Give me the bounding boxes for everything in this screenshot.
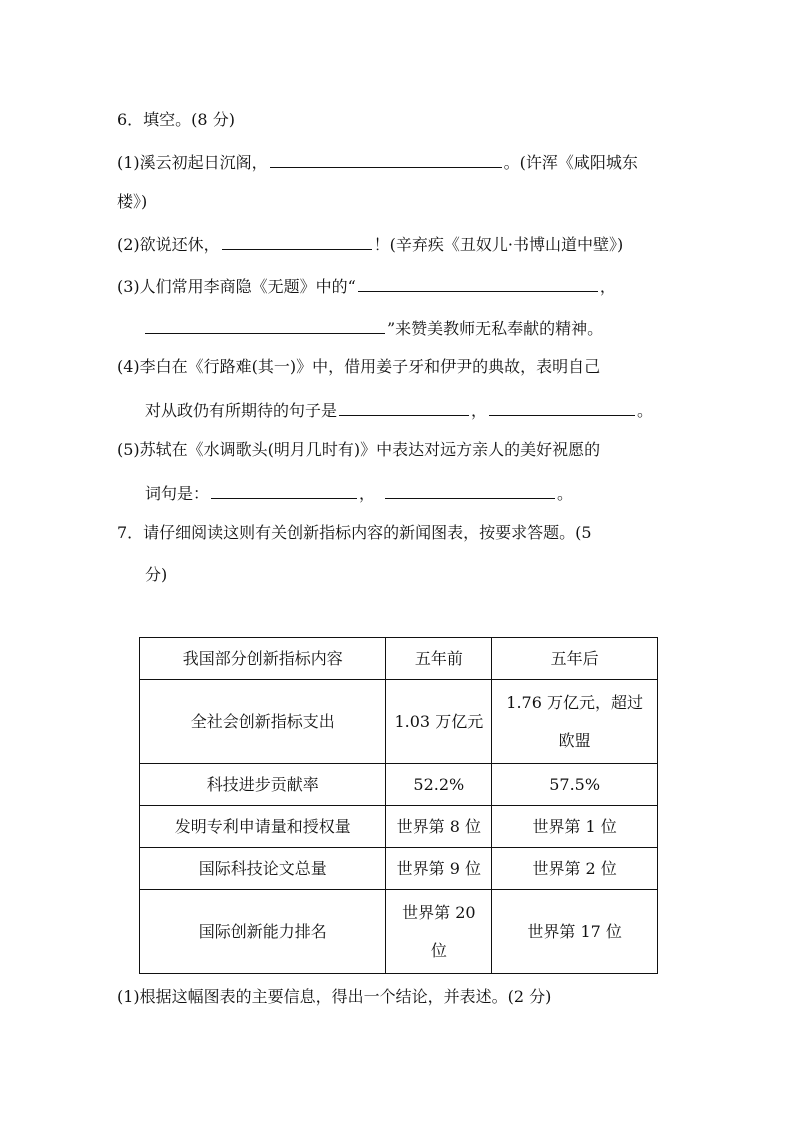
q7-sub1: [117, 985, 551, 1009]
q6-header: [117, 108, 235, 132]
q7-header-line1: 7．请仔细阅读这则有关创新指标内容的新闻图表，按要求答题。(5: [117, 523, 592, 542]
table-header-cell: 我国部分创新指标内容: [140, 638, 386, 680]
table-row: [140, 890, 658, 974]
q6-item4-end: 。: [637, 401, 654, 420]
table-row-label: 国际创新能力排名: [140, 890, 386, 974]
q6-item3-blank-1[interactable]: [358, 273, 598, 292]
table-header-row: [140, 638, 658, 680]
q6-item4-blank-1[interactable]: [339, 397, 469, 416]
q7-sub1-text: (1)根据这幅图表的主要信息，得出一个结论，并表述。(2 分): [117, 987, 552, 1006]
table-cell-after: 世界第 2 位: [492, 848, 658, 890]
q6-item2-blank[interactable]: [222, 231, 372, 250]
q6-item5-line1: (5)苏轼在《水调歌头(明月几时有)》中表达对远方亲人的美好祝愿的: [117, 440, 601, 459]
table-cell-before: 52.2%: [386, 764, 492, 806]
table-header-cell: 五年后: [492, 638, 658, 680]
q6-item3-blank-2[interactable]: [145, 315, 385, 334]
q6-header-text: 6．填空。(8 分): [117, 110, 235, 129]
table-cell-after-line1: 1.76 万亿元，超过: [506, 692, 643, 712]
q6-item5-blank-2[interactable]: [385, 480, 555, 499]
table-row: [140, 806, 658, 848]
table-cell-before: 1.03 万亿元: [386, 680, 492, 764]
table-row-label: 科技进步贡献率: [140, 764, 386, 806]
table-cell-before: 世界第 8 位: [386, 806, 492, 848]
q6-item3-prefix: (3)人们常用李商隐《无题》中的“: [117, 277, 356, 296]
q6-item4-line1: (4)李白在《行路难(其一)》中，借用姜子牙和伊尹的典故，表明自己: [117, 357, 601, 376]
q6-item5-blank-1[interactable]: [211, 480, 357, 499]
q6-item3-cont: [145, 315, 603, 341]
q6-item1-cont: [117, 190, 147, 214]
q6-item5: [117, 438, 600, 462]
table-cell-before: [386, 890, 492, 974]
q6-item4-mid: ，: [471, 401, 488, 420]
q6-item3: [117, 273, 616, 299]
q7-header-line2: 分): [145, 565, 168, 584]
table-row-label: 发明专利申请量和授权量: [140, 806, 386, 848]
q6-item3-suffix: ”来赞美教师无私奉献的精神。: [387, 319, 604, 338]
table-cell-before-line2: 位: [430, 940, 447, 960]
q6-item1-prefix: (1)溪云初起日沉阁，: [117, 153, 268, 172]
innovation-table: [139, 637, 658, 974]
table-row: [140, 848, 658, 890]
table-cell-after: 世界第 1 位: [492, 806, 658, 848]
q6-item4-cont: [145, 397, 653, 423]
q7-header-cont: [145, 563, 167, 587]
q6-item4-prefix: 对从政仍有所期待的句子是: [145, 401, 338, 420]
q6-item1-cont-text: 楼》): [117, 192, 148, 211]
q6-item2-suffix: ！(辛弃疾《丑奴儿·书博山道中壁》): [373, 235, 624, 254]
table-cell-after: 57.5%: [492, 764, 658, 806]
q6-item2: [117, 231, 623, 257]
table-cell-after-line2: 欧盟: [558, 730, 591, 750]
q6-item4-blank-2[interactable]: [489, 397, 635, 416]
q6-item1-suffix: 。(许浑《咸阳城东: [503, 153, 638, 172]
q6-item2-prefix: (2)欲说还休，: [117, 235, 220, 254]
q7-header: [117, 521, 592, 545]
table-row: [140, 680, 658, 764]
q6-item5-mid: ，: [359, 484, 376, 503]
table-cell-before-line1: 世界第 20: [402, 902, 476, 922]
q6-item5-prefix: 词句是：: [145, 484, 210, 503]
q6-item1: [117, 149, 638, 175]
table-row-label: 全社会创新指标支出: [140, 680, 386, 764]
table-row-label: 国际科技论文总量: [140, 848, 386, 890]
q6-item5-cont: [145, 480, 573, 506]
q6-item1-blank[interactable]: [270, 149, 502, 168]
table-cell-after: [492, 680, 658, 764]
table-cell-after: 世界第 17 位: [492, 890, 658, 974]
q6-item3-mid: ，: [599, 277, 616, 296]
table-row: [140, 764, 658, 806]
q6-item5-end: 。: [557, 484, 574, 503]
table-header-cell: 五年前: [386, 638, 492, 680]
table-cell-before: 世界第 9 位: [386, 848, 492, 890]
q6-item4: [117, 355, 600, 379]
